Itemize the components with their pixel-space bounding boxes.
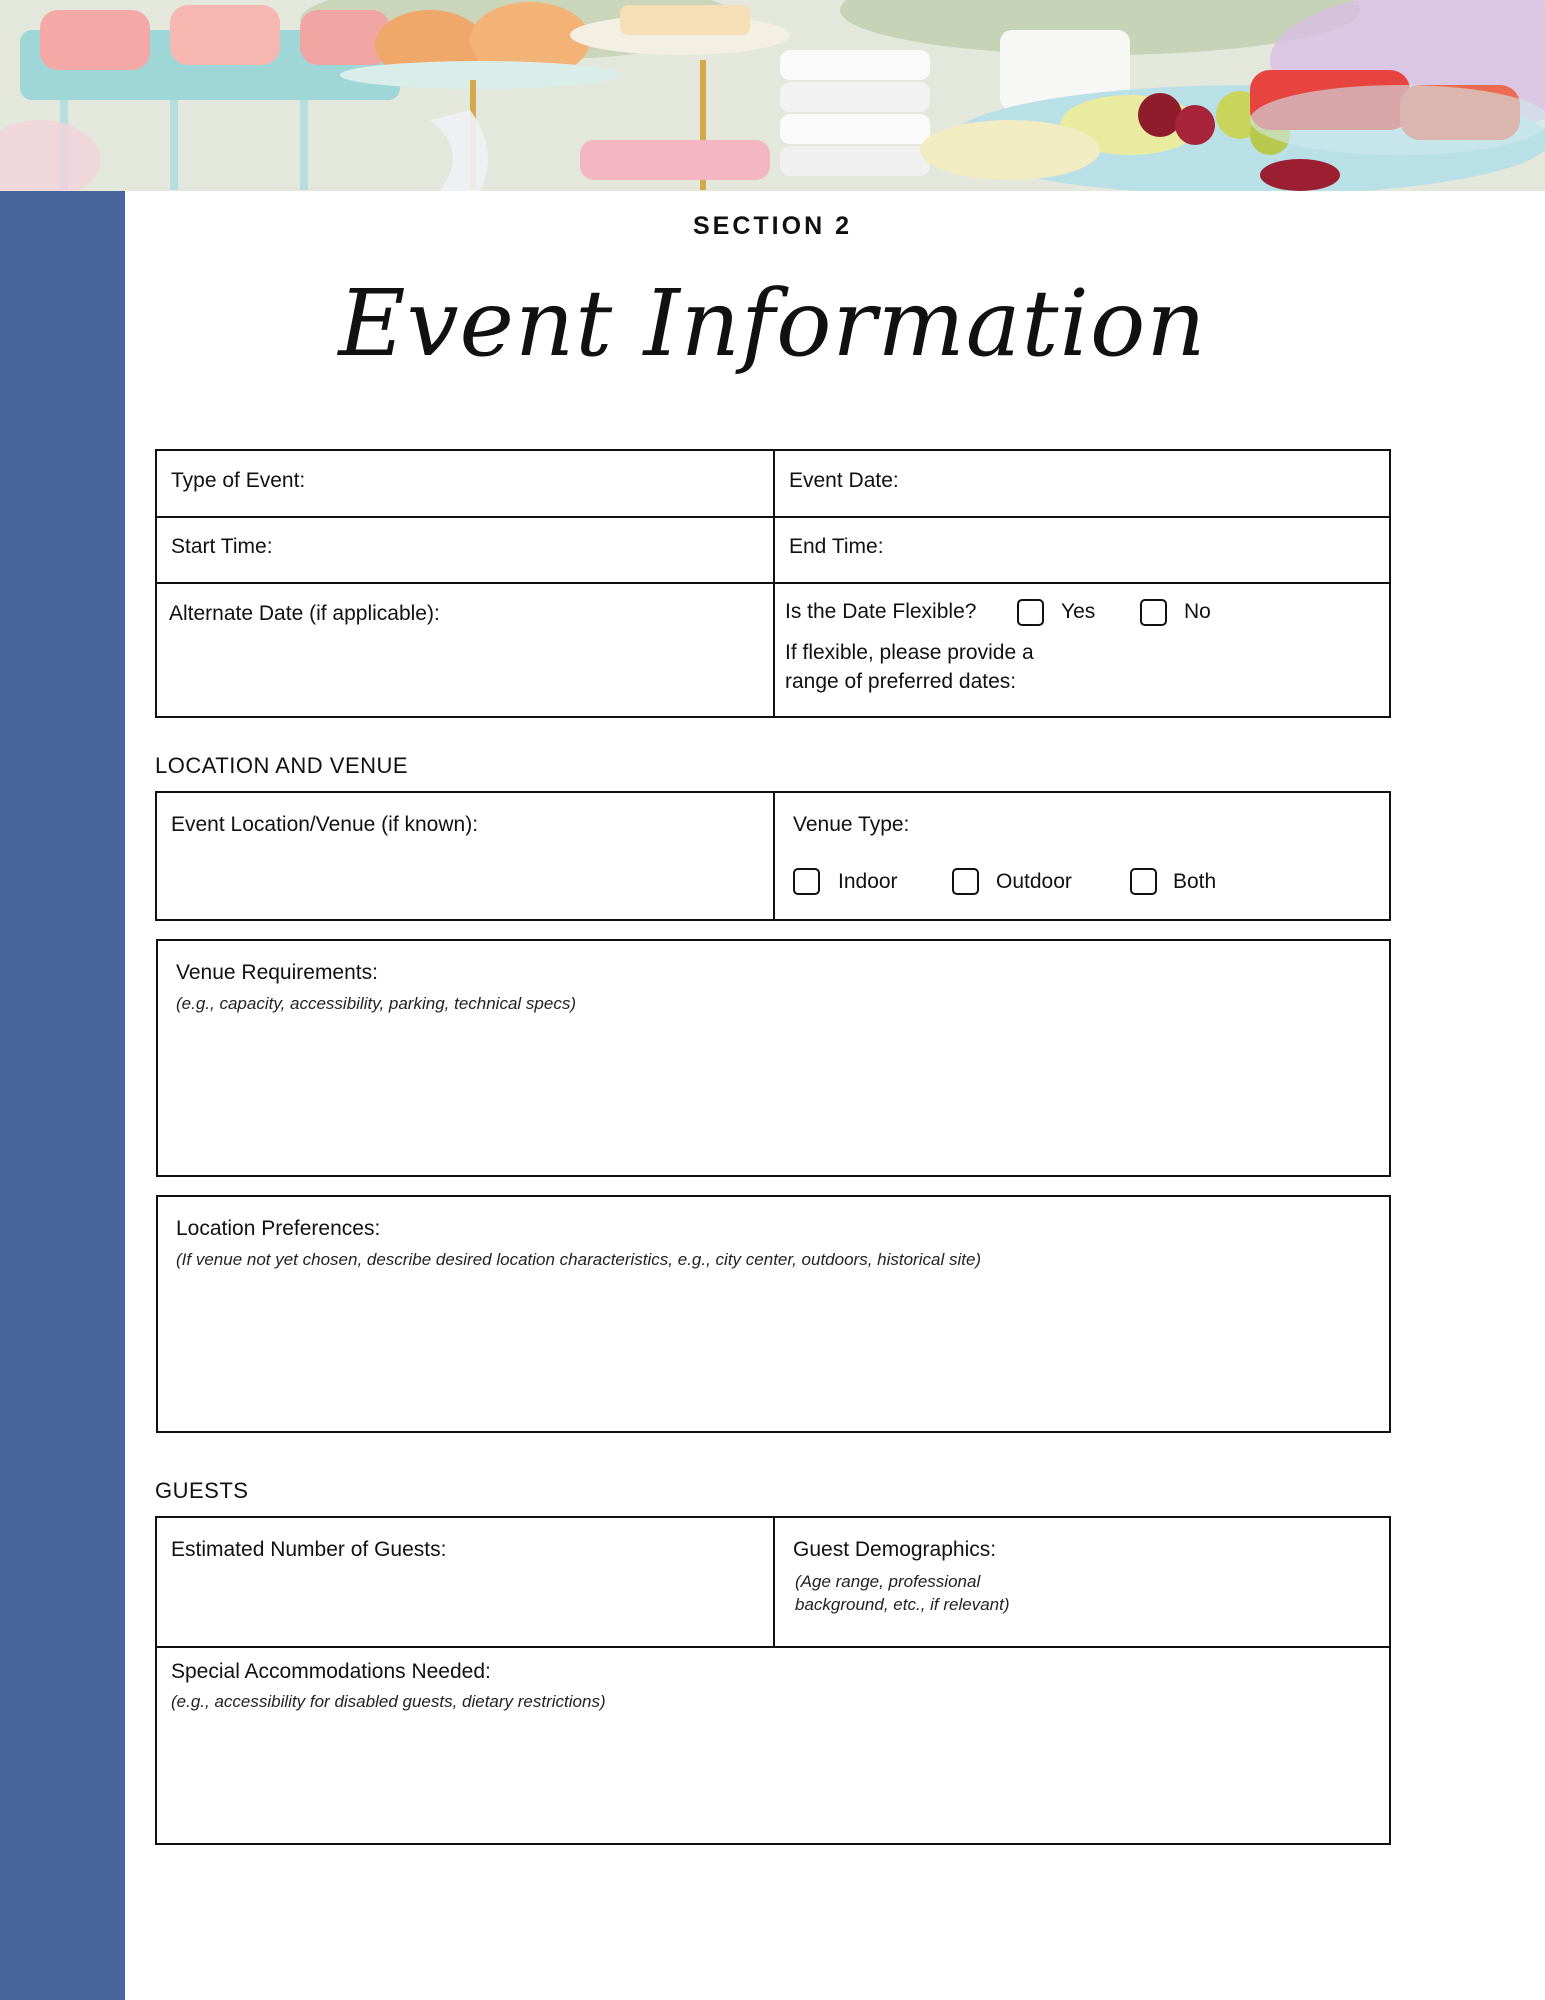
special-accommodations-hint: (e.g., accessibility for disabled guests, dietary restrictions) [171,1692,606,1711]
type-of-event-field[interactable]: Type of Event: [171,469,306,492]
venue-both-label: Both [1173,870,1217,893]
guest-demographics-field[interactable]: Guest Demographics: [793,1538,997,1561]
event-location-field[interactable]: Event Location/Venue (if known): [171,813,479,836]
row-divider [157,582,1389,584]
page-title: Event Information [338,270,1207,377]
flexible-no-checkbox[interactable] [1140,599,1167,626]
venue-indoor-checkbox[interactable] [793,868,820,895]
guests-heading: GUESTS [155,1478,249,1503]
guests-table [155,1516,1391,1845]
column-divider [773,1518,775,1646]
venue-requirements-hint: (e.g., capacity, accessibility, parking, technical specs) [176,994,576,1013]
venue-both-checkbox[interactable] [1130,868,1157,895]
date-flexible-question: Is the Date Flexible? [785,600,977,623]
venue-requirements-box[interactable] [156,939,1391,1177]
alternate-date-field[interactable]: Alternate Date (if applicable): [169,602,440,625]
guest-demographics-hint-line2: background, etc., if relevant) [795,1595,1010,1614]
venue-type-label: Venue Type: [793,813,910,836]
column-divider [773,793,775,919]
venue-requirements-label: Venue Requirements: [176,961,378,984]
special-accommodations-field[interactable]: Special Accommodations Needed: [171,1660,491,1683]
venue-table [155,791,1391,921]
location-venue-heading: LOCATION AND VENUE [155,753,409,778]
flexible-yes-label: Yes [1061,600,1096,623]
location-preferences-box[interactable] [156,1195,1391,1433]
event-date-field[interactable]: Event Date: [789,469,899,492]
end-time-field[interactable]: End Time: [789,535,884,558]
location-preferences-hint: (If venue not yet chosen, describe desired location characteristics, e.g., city center, outdoors, historical site) [176,1250,982,1269]
section-label: SECTION 2 [693,212,852,240]
flexible-range-line1: If flexible, please provide a [785,641,1034,664]
estimated-guests-field[interactable]: Estimated Number of Guests: [171,1538,447,1561]
guest-demographics-hint-line1: (Age range, professional [795,1572,981,1591]
flexible-range-line2[interactable]: range of preferred dates: [785,670,1017,693]
start-time-field[interactable]: Start Time: [171,535,273,558]
sidebar-band [0,191,125,2000]
event-details-table [155,449,1391,718]
dessert-table-illustration [0,0,1545,191]
venue-indoor-label: Indoor [838,870,898,893]
flexible-yes-checkbox[interactable] [1017,599,1044,626]
header-photo-dessert-table [0,0,1545,191]
venue-outdoor-label: Outdoor [996,870,1072,893]
flexible-no-label: No [1184,600,1211,623]
location-preferences-label: Location Preferences: [176,1217,381,1240]
venue-outdoor-checkbox[interactable] [952,868,979,895]
row-divider [157,1646,1389,1648]
row-divider [157,516,1389,518]
